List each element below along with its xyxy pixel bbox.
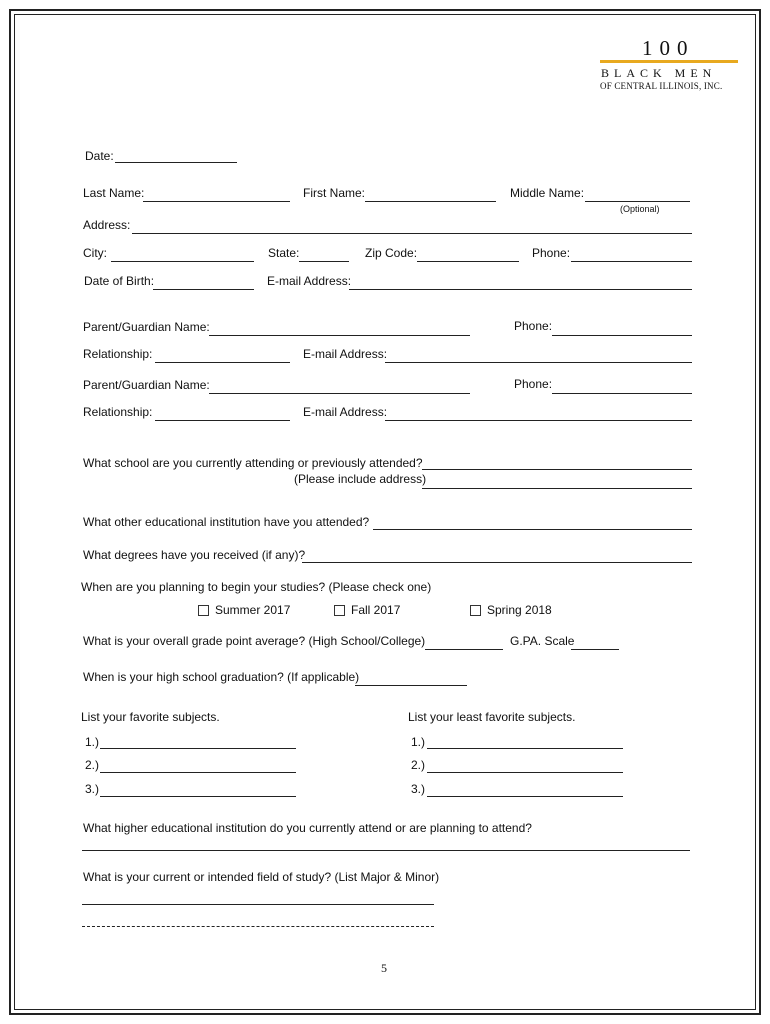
- logo-name: BLACK MEN: [601, 66, 717, 80]
- phone-field[interactable]: [571, 261, 692, 262]
- phone-label: Phone:: [532, 246, 571, 260]
- guardian2-name-label: Parent/Guardian Name:: [83, 378, 210, 392]
- guardian1-name-label: Parent/Guardian Name:: [83, 320, 210, 334]
- degrees-field[interactable]: [302, 562, 692, 563]
- field-of-study-field-1[interactable]: [82, 904, 434, 905]
- favorite-subjects-label: List your favorite subjects.: [81, 710, 220, 724]
- spring-2018-label: Spring 2018: [487, 603, 552, 617]
- gpa-scale-label: G.PA. Scale: [510, 634, 575, 648]
- fall-2017-label: Fall 2017: [351, 603, 401, 617]
- summer-2017-label: Summer 2017: [215, 603, 291, 617]
- guardian1-email-label: E-mail Address:: [303, 347, 388, 361]
- guardian2-email-label: E-mail Address:: [303, 405, 388, 419]
- city-label: City:: [83, 246, 107, 260]
- begin-studies-question: When are you planning to begin your studies? (Please check one): [81, 580, 432, 594]
- guardian1-relationship-field[interactable]: [155, 362, 290, 363]
- least-number-2: 2.): [411, 758, 426, 772]
- guardian2-name-field[interactable]: [209, 393, 470, 394]
- school-field[interactable]: [422, 469, 692, 470]
- last-name-field[interactable]: [143, 201, 290, 202]
- degrees-question: What degrees have you received (if any)?: [83, 548, 306, 562]
- guardian2-phone-field[interactable]: [552, 393, 692, 394]
- least-favorite-subjects-label: List your least favorite subjects.: [408, 710, 576, 724]
- state-label: State:: [268, 246, 300, 260]
- least-number-3: 3.): [411, 782, 426, 796]
- favorite-subject-2-field[interactable]: [100, 772, 296, 773]
- logo-subtitle: OF CENTRAL ILLINOIS, INC.: [600, 81, 723, 91]
- summer-2017-checkbox[interactable]: [198, 605, 209, 616]
- guardian1-phone-field[interactable]: [552, 335, 692, 336]
- first-name-field[interactable]: [365, 201, 496, 202]
- email-label: E-mail Address:: [267, 274, 352, 288]
- favorite-subject-3-field[interactable]: [100, 796, 296, 797]
- email-field[interactable]: [349, 289, 692, 290]
- zip-label: Zip Code:: [365, 246, 418, 260]
- other-institution-field[interactable]: [373, 529, 692, 530]
- gpa-scale-field[interactable]: [571, 649, 619, 650]
- guardian2-phone-label: Phone:: [514, 377, 553, 391]
- guardian2-relationship-label: Relationship:: [83, 405, 153, 419]
- spring-2018-checkbox[interactable]: [470, 605, 481, 616]
- field-of-study-question: What is your current or intended field of study? (List Major & Minor): [83, 870, 440, 884]
- field-of-study-field-2[interactable]: [82, 926, 434, 927]
- guardian1-phone-label: Phone:: [514, 319, 553, 333]
- favorite-subject-1-field[interactable]: [100, 748, 296, 749]
- other-institution-question: What other educational institution have you attended?: [83, 515, 370, 529]
- first-name-label: First Name:: [303, 186, 366, 200]
- address-field[interactable]: [132, 233, 692, 234]
- address-label: Address:: [83, 218, 131, 232]
- guardian1-email-field[interactable]: [385, 362, 692, 363]
- guardian2-email-field[interactable]: [385, 420, 692, 421]
- zip-field[interactable]: [417, 261, 519, 262]
- guardian2-relationship-field[interactable]: [155, 420, 290, 421]
- state-field[interactable]: [299, 261, 349, 262]
- school-note: (Please include address): [294, 472, 427, 486]
- middle-name-field[interactable]: [585, 201, 690, 202]
- favorite-number-3: 3.): [85, 782, 100, 796]
- least-subject-2-field[interactable]: [427, 772, 623, 773]
- least-subject-1-field[interactable]: [427, 748, 623, 749]
- fall-2017-checkbox[interactable]: [334, 605, 345, 616]
- date-field[interactable]: [115, 162, 237, 163]
- graduation-field[interactable]: [355, 685, 467, 686]
- dob-label: Date of Birth:: [84, 274, 155, 288]
- guardian1-name-field[interactable]: [209, 335, 470, 336]
- logo-number: 100: [642, 36, 695, 60]
- last-name-label: Last Name:: [83, 186, 145, 200]
- gpa-question: What is your overall grade point average? (High School/College): [83, 634, 426, 648]
- graduation-question: When is your high school graduation? (If applicable): [83, 670, 360, 684]
- middle-name-label: Middle Name:: [510, 186, 585, 200]
- higher-institution-question: What higher educational institution do you currently attend or are planning to attend?: [83, 821, 532, 835]
- logo-accent-bar: [600, 60, 738, 63]
- higher-institution-field[interactable]: [82, 850, 690, 851]
- page-number: 5: [381, 961, 387, 975]
- favorite-number-2: 2.): [85, 758, 100, 772]
- city-field[interactable]: [111, 261, 254, 262]
- least-subject-3-field[interactable]: [427, 796, 623, 797]
- page-border-inner: [14, 14, 756, 1010]
- dob-field[interactable]: [153, 289, 254, 290]
- school-question: What school are you currently attending or previously attended?: [83, 456, 423, 470]
- optional-note: (Optional): [620, 204, 660, 214]
- least-number-1: 1.): [411, 735, 426, 749]
- date-label: Date:: [85, 149, 114, 163]
- gpa-field[interactable]: [425, 649, 503, 650]
- favorite-number-1: 1.): [85, 735, 100, 749]
- school-address-field[interactable]: [422, 488, 692, 489]
- guardian1-relationship-label: Relationship:: [83, 347, 153, 361]
